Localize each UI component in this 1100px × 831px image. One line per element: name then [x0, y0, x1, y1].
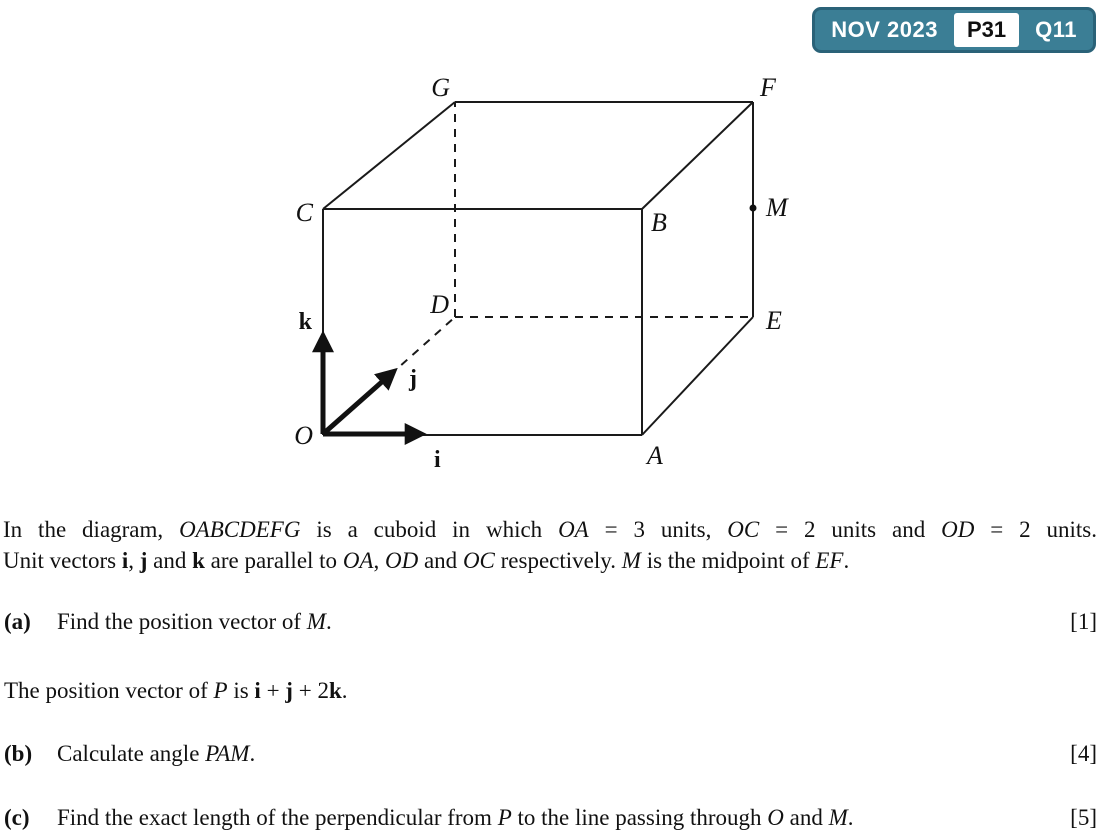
intro-paragraph	[3, 514, 1097, 576]
midpoint-m-dot	[750, 205, 757, 212]
badge-question: Q11	[1035, 17, 1077, 42]
part-c-label: (c)	[4, 805, 30, 830]
intro-line-2: Unit vectors i, j and k are parallel to OA, OD and OC respectively. M is the midpoint of EF.	[3, 548, 850, 573]
vertex-label-e: E	[766, 306, 782, 335]
part-a-marks: [1]	[1070, 609, 1097, 634]
part-c-marks: [5]	[1070, 805, 1097, 830]
part-a-row	[4, 607, 1097, 637]
part-c-row	[4, 803, 1097, 831]
vertex-label-c: C	[295, 198, 313, 227]
vertex-label-o: O	[294, 421, 313, 450]
vector-j-arrow	[323, 373, 392, 434]
part-b-row	[4, 739, 1097, 769]
vector-label-i: i	[434, 447, 441, 473]
vertex-label-f: F	[760, 73, 776, 102]
badge-paper: P31	[954, 13, 1019, 47]
part-b-label: (b)	[4, 741, 33, 766]
vector-label-j: j	[409, 366, 417, 392]
vertex-label-a: A	[647, 441, 663, 470]
part-a-label: (a)	[4, 609, 31, 634]
vertex-label-b: B	[651, 208, 667, 237]
part-b-text: Calculate angle PAM.	[57, 741, 256, 766]
cuboid-edge-cg	[323, 102, 455, 209]
p-vector-statement	[4, 676, 1097, 706]
cuboid-edge-ae	[642, 317, 753, 435]
part-b-marks: [4]	[1070, 741, 1097, 766]
vertex-label-m: M	[766, 193, 788, 222]
cuboid-edge-bf	[642, 102, 753, 209]
part-c-text: Find the exact length of the perpendicular from P to the line passing through O and M.	[57, 805, 854, 830]
vertex-label-d: D	[430, 290, 449, 319]
intro-line-1: In the diagram, OABCDEFG is a cuboid in which OA = 3 units, OC = 2 units and OD = 2 units.	[3, 517, 1097, 542]
part-a-text: Find the position vector of M.	[57, 609, 332, 634]
vector-label-k: k	[298, 309, 312, 335]
p-vector-text: The position vector of P is i + j + 2k.	[4, 678, 348, 703]
vertex-label-g: G	[431, 73, 450, 102]
badge-session: NOV 2023	[831, 17, 938, 42]
